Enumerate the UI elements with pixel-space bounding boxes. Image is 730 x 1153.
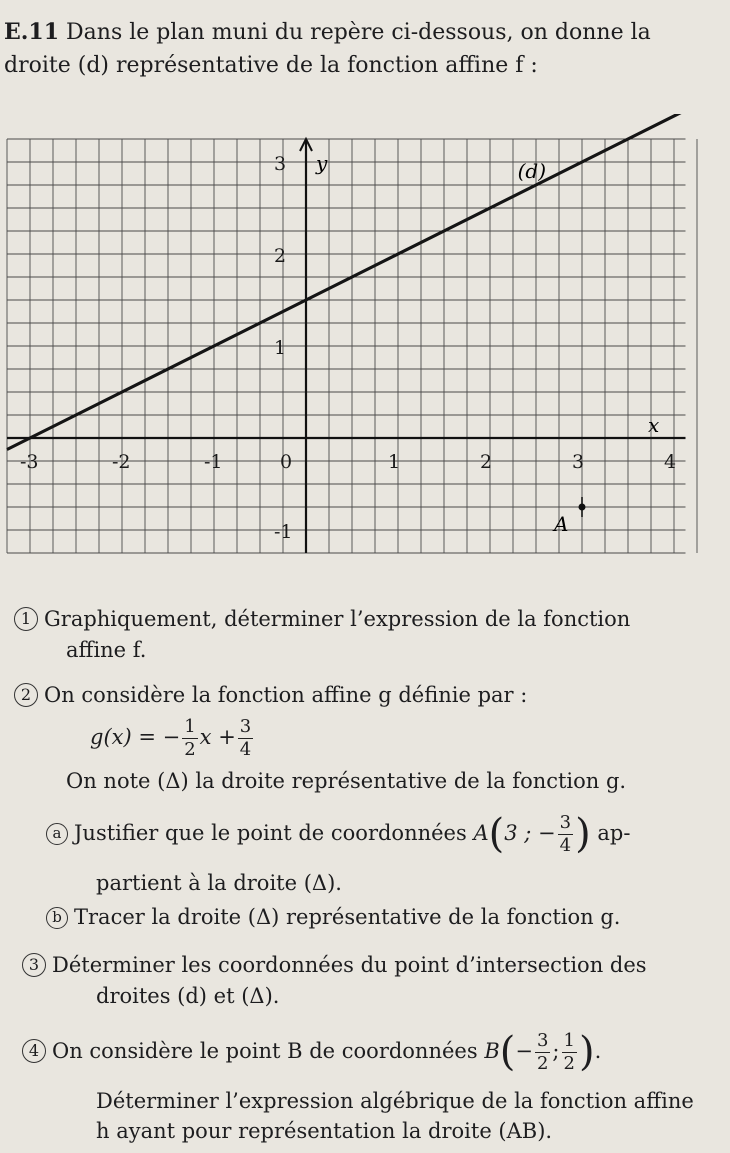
intro-line-1: Dans le plan muni du repère ci-dessous, on donne la — [66, 20, 651, 45]
x-tick-label: 0 — [280, 451, 293, 473]
point-a-name: A — [473, 821, 489, 845]
point-a-y-num: 3 — [559, 812, 572, 833]
question-2a-end: ap- — [597, 821, 631, 845]
question-3 — [22, 950, 647, 1012]
g-lhs: g(x) = − — [90, 725, 181, 749]
point-b-x-num: 3 — [536, 1030, 549, 1051]
exercise-statement — [4, 16, 719, 82]
point-b-x-den: 2 — [536, 1053, 549, 1074]
question-2 — [14, 680, 527, 711]
exercise-number: E.11 — [4, 19, 60, 45]
point-a-y-fraction — [558, 812, 573, 857]
question-2a-text: Justifier que le point de coordonnées — [74, 821, 467, 845]
line-d — [7, 114, 686, 450]
point-b-separator: ; — [552, 1039, 560, 1063]
point-b-minus: − — [515, 1039, 533, 1063]
question-2-note: On note (Δ) la droite représentative de la fonction g. — [66, 769, 627, 793]
question-1-line-1: Graphiquement, déterminer l’expression de la fonction — [44, 607, 631, 631]
question-2a: a Justifier que le point de coordonnées A(3 ; − $\frac{3}{4}$ ) ap- — [46, 812, 630, 857]
g-definition — [90, 716, 255, 761]
question-2-line-1: On considère la fonction affine g définie par : — [44, 683, 528, 707]
question-2b-text: Tracer la droite (Δ) représentative de la fonction g. — [74, 905, 621, 929]
question-3-line-2: droites (d) et (Δ). — [96, 984, 280, 1008]
question-2a-letter: a — [46, 823, 68, 845]
x-tick-label: 4 — [664, 451, 677, 473]
point-a-label: A — [554, 512, 569, 536]
g-mid: x + — [199, 725, 236, 749]
y-axis-label: y — [316, 151, 328, 175]
x-tick-label: -1 — [204, 451, 223, 473]
x-tick-label: -3 — [20, 451, 39, 473]
point-a-x: 3 ; − — [504, 821, 556, 845]
question-2-number: 2 — [14, 683, 38, 707]
point-a-y-den: 4 — [559, 835, 572, 856]
grid — [7, 139, 697, 553]
y-tick-label: 2 — [274, 245, 287, 267]
tick-labels — [20, 153, 676, 543]
question-1-line-2: affine f. — [66, 638, 147, 662]
point-a-marker — [579, 497, 586, 517]
x-axis-label: x — [648, 413, 660, 437]
y-tick-label: 1 — [274, 337, 287, 359]
point-b-y-den: 2 — [563, 1053, 575, 1074]
point-b-name: B — [484, 1039, 500, 1063]
x-tick-label: 3 — [572, 451, 585, 473]
question-3-number: 3 — [22, 953, 46, 977]
g-frac1-num: 1 — [184, 716, 196, 737]
question-4: 4 On considère le point B de coordonnées B(− $\frac{3}{2}$ ; $\frac{1}{2}$ ). — [22, 1030, 601, 1075]
question-2a-line-2: partient à la droite (Δ). — [96, 871, 342, 895]
coordinate-graph — [0, 114, 700, 584]
point-b-x-fraction — [535, 1030, 550, 1075]
g-fraction-1 — [182, 716, 197, 761]
g-fraction-2 — [238, 716, 253, 761]
x-tick-label: 1 — [388, 451, 401, 473]
line-d-label: (d) — [517, 159, 547, 184]
g-frac2-num: 3 — [239, 716, 252, 737]
g-frac1-den: 2 — [184, 739, 196, 760]
question-4-line-3: h ayant pour représentation la droite (AB). — [96, 1119, 553, 1143]
point-b-y-num: 1 — [563, 1030, 575, 1051]
question-1-number: 1 — [14, 607, 38, 631]
g-frac2-den: 4 — [239, 739, 252, 760]
question-2b — [46, 902, 620, 933]
question-1 — [14, 604, 630, 666]
y-tick-label: 3 — [274, 153, 287, 175]
x-tick-label: 2 — [480, 451, 493, 473]
question-3-line-1: Déterminer les coordonnées du point d’intersection des — [52, 953, 647, 977]
question-2b-letter: b — [46, 907, 68, 929]
intro-line-2: droite (d) représentative de la fonction affine f : — [4, 53, 538, 78]
question-4-number: 4 — [22, 1039, 46, 1063]
y-tick-label: -1 — [274, 521, 293, 543]
question-4-line-2: Déterminer l’expression algébrique de la fonction affine — [96, 1089, 694, 1113]
point-b-y-fraction — [562, 1030, 577, 1075]
x-tick-label: -2 — [112, 451, 131, 473]
question-4-text: On considère le point B de coordonnées — [52, 1039, 478, 1063]
